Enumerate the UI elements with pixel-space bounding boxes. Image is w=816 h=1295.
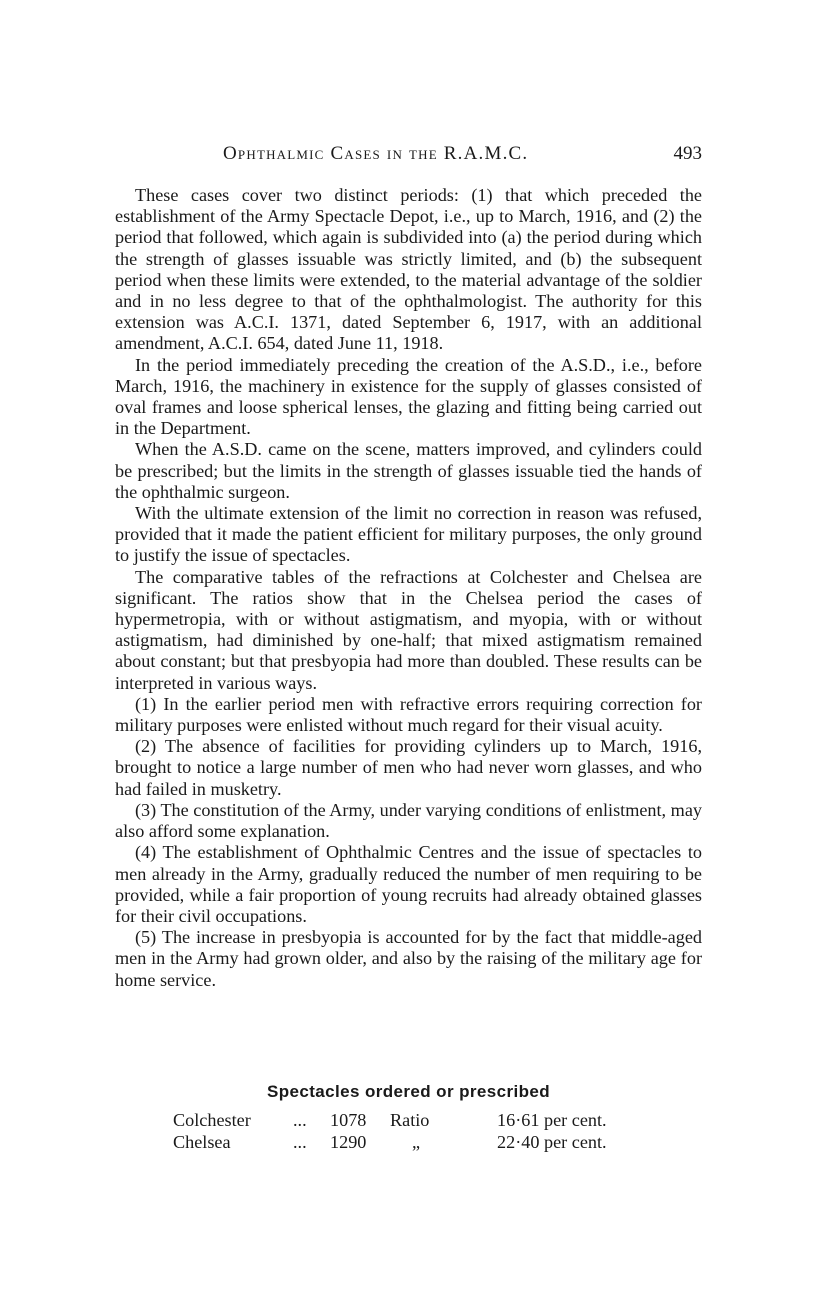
count-cell: 1290 <box>330 1132 367 1152</box>
paragraph-limit-extension: With the ultimate extension of the limit no correction in reason was refused, provided that it made the patient efficient for military purposes, the only ground to justify the issue of spectacles. <box>115 503 702 566</box>
ratio-cell: Ratio <box>390 1110 430 1130</box>
body-text <box>115 185 702 991</box>
place-cell: Chelsea <box>173 1132 231 1152</box>
paragraph-before-asd: In the period immediately preceding the creation of the A.S.D., i.e., before March, 1916, the machinery in existence for the supply of glasses consisted of oval frames and loose spherical lenses, the glazing and fitting being carried out in the Department. <box>115 354 702 439</box>
table-row <box>173 1131 647 1153</box>
spectacles-table <box>173 1109 647 1153</box>
leader-dots: ... <box>293 1110 307 1130</box>
table-row <box>173 1109 647 1131</box>
ditto-mark-cell: „ <box>412 1132 421 1152</box>
page-number: 493 <box>673 143 702 164</box>
paragraph-reason-4: (4) The establishment of Ophthalmic Centres and the issue of spectacles to men already in the Army, gradually reduced the number of men requiring to be provided, while a fair proportion of young recruits had already obtained glasses for their civil occupations. <box>115 842 702 926</box>
percent-cell: 22·40 per cent. <box>497 1132 607 1152</box>
count-cell: 1078 <box>330 1110 367 1130</box>
paragraph-reason-5: (5) The increase in presbyopia is accounted for by the fact that middle-aged men in the Army had grown older, and also by the raising of the military age for home service. <box>115 927 702 990</box>
paragraph-reason-1: (1) In the earlier period men with refractive errors requiring correction for military purposes were enlisted without much regard for their visual acuity. <box>115 693 702 736</box>
place-cell: Colchester <box>173 1110 251 1130</box>
running-title: Ophthalmic Cases in the R.A.M.C. <box>223 143 529 164</box>
spectacles-table-block <box>115 1082 702 1153</box>
paragraph-asd-arrival: When the A.S.D. came on the scene, matters improved, and cylinders could be prescribed; but the limits in the strength of glasses issuable tied the hands of the ophthalmic surgeon. <box>115 439 702 502</box>
paragraph-reason-2: (2) The absence of facilities for providing cylinders up to March, 1916, brought to notice a large number of men who had never worn glasses, and who had failed in musketry. <box>115 736 702 799</box>
paragraph-reason-3: (3) The constitution of the Army, under varying conditions of enlistment, may also afford some explanation. <box>115 799 702 842</box>
running-head <box>115 143 702 167</box>
percent-cell: 16·61 per cent. <box>497 1110 607 1130</box>
paragraph-periods: These cases cover two distinct periods: (1) that which preceded the establishment of the Army Spectacle Depot, i.e., up to March, 1916, and (2) the period that followed, which again is subdivided into (a) the period during which the strength of glasses issuable was strictly limited, and (b) the subsequent period when these limits were extended, to the material advantage of the soldier and in no less degree to that of the ophthalmologist. The authority for this extension was A.C.I. 1371, dated September 6, 1917, with an additional amendment, A.C.I. 654, dated June 11, 1918. <box>115 185 702 354</box>
paragraph-comparative-tables: The comparative tables of the refractions at Colchester and Chelsea are significant. The ratios show that in the Chelsea period the cases of hypermetropia, with or without astigmatism, and myopia, with or without astigmatism, had diminished by one-half; that mixed astigmatism remained about constant; but that presbyopia had more than doubled. These results can be interpreted in various ways. <box>115 566 702 693</box>
table-title: Spectacles ordered or prescribed <box>266 1082 551 1101</box>
leader-dots: ... <box>293 1132 307 1152</box>
